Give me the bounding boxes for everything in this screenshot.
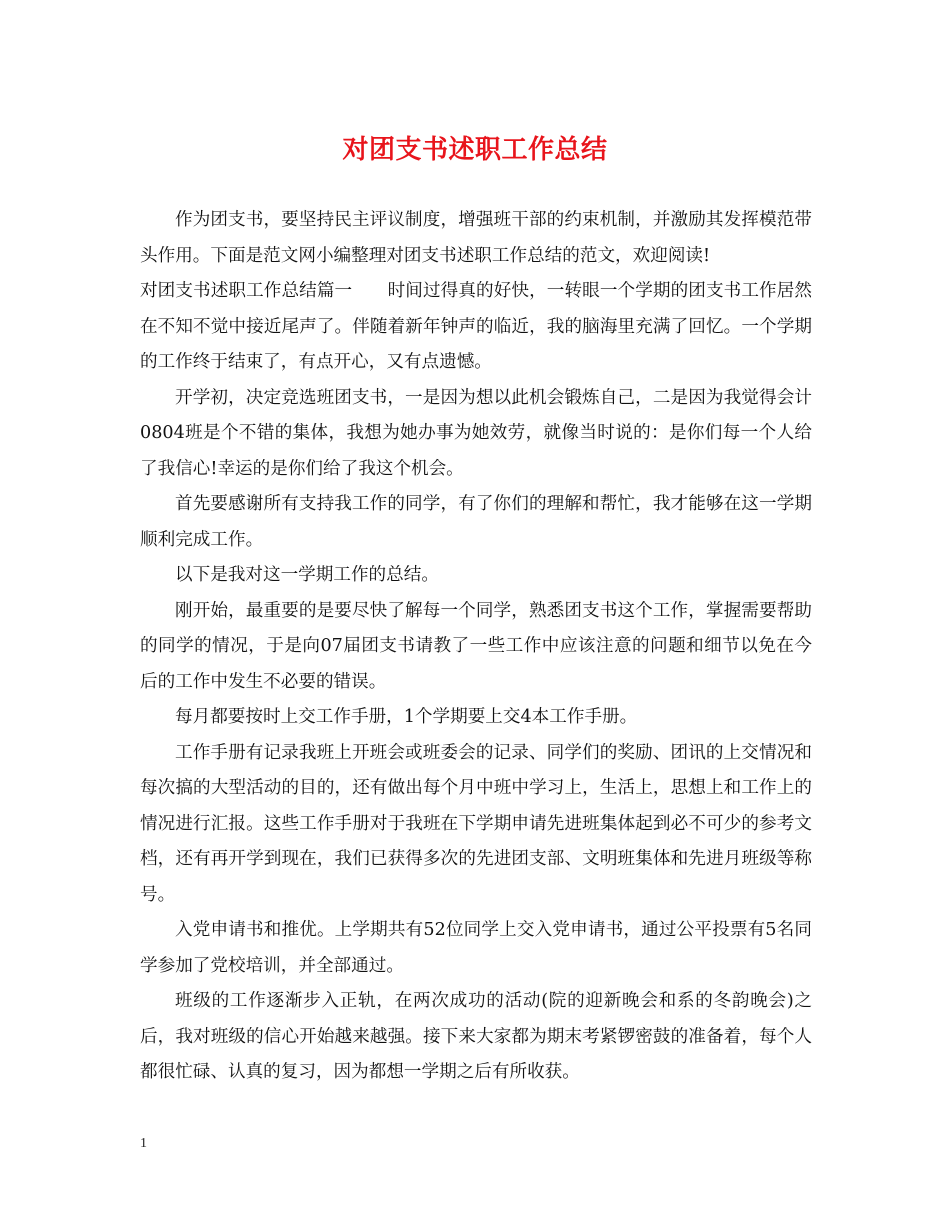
document-body: [140, 203, 812, 1091]
paragraph-semester-start: 开学初，决定竞选班团支书，一是因为想以此机会锻炼自己，二是因为我觉得会计0804班是个不错的集体，我想为她办事为她效劳，就像当时说的：是你们每一个人给了我信心!幸运的是你们给了我这个机会。: [140, 387, 812, 479]
page-number: 1: [140, 1136, 147, 1151]
paragraph-class-work: 班级的工作逐渐步入正轨，在两次成功的活动(院的迎新晚会和系的冬韵晚会)之后，我对班级的信心开始越来越强。接下来大家都为期末考紧锣密鼓的准备着，每个人都很忙碌、认真的复习，因为都想一学期之后有所收获。: [140, 991, 812, 1082]
paragraph-party-application: 入党申请书和推优。上学期共有52位同学上交入党申请书，通过公平投票有5名同学参加了党校培训，并全部通过。: [140, 920, 812, 976]
paragraph-intro: 作为团支书，要坚持民主评议制度，增强班干部的约束机制，并激励其发挥模范带头作用。下面是范文网小编整理对团支书述职工作总结的范文，欢迎阅读!: [140, 210, 812, 266]
paragraph-getting-started: 刚开始，最重要的是要尽快了解每一个同学，熟悉团支书这个工作，掌握需要帮助的同学的情况，于是向07届团支书请教了一些工作中应该注意的问题和细节以免在今后的工作中发生不必要的错误。: [140, 600, 812, 692]
paragraph-section-one: 对团支书述职工作总结篇一 时间过得真的好快，一转眼一个学期的团支书工作居然在不知不觉中接近尾声了。伴随着新年钟声的临近，我的脑海里充满了回忆。一个学期的工作终于结束了，有点开心，又有点遗憾。: [140, 281, 812, 372]
paragraph-summary-lead: 以下是我对这一学期工作的总结。: [175, 565, 439, 585]
paragraph-monthly-handbook: 每月都要按时上交工作手册，1个学期要上交4本工作手册。: [175, 707, 638, 727]
document-title: 对团支书述职工作总结: [342, 135, 608, 165]
paragraph-handbook-content: 工作手册有记录我班上开班会或班委会的记录、同学们的奖励、团讯的上交情况和每次搞的大型活动的目的，还有做出每个月中班中学习上，生活上，思想上和工作上的情况进行汇报。这些工作手册对于我班在下学期申请先进班集体起到必不可少的参考文档，还有再开学到现在，我们已获得多次的先进团支部、文明班集体和先进月班级等称号。: [140, 742, 812, 905]
paragraph-thanks: 首先要感谢所有支持我工作的同学，有了你们的理解和帮忙，我才能够在这一学期顺利完成工作。: [140, 494, 812, 550]
